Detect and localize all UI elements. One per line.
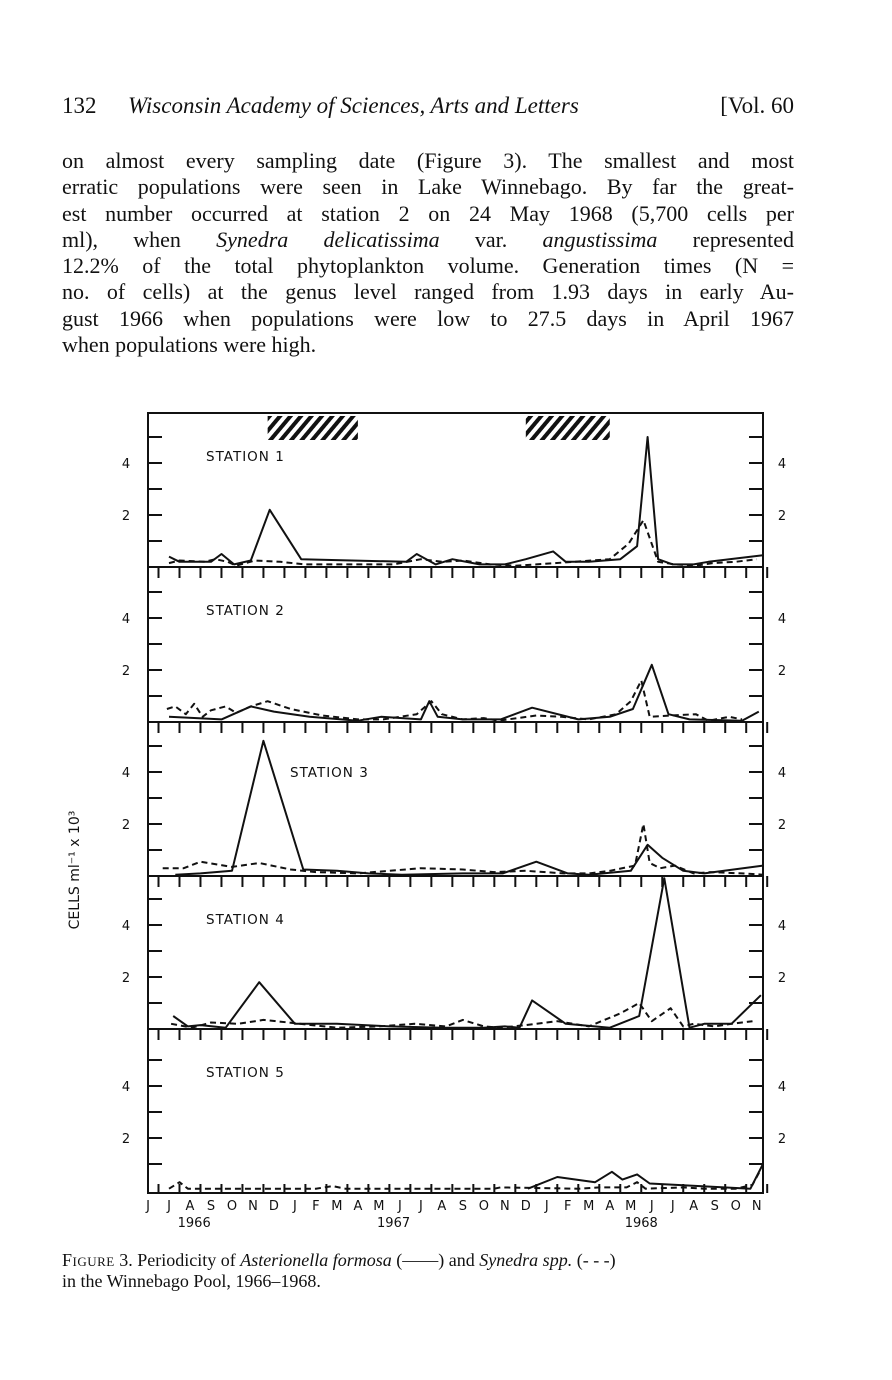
y-tick-label-left: 2: [121, 509, 131, 524]
station-panel: [122, 878, 786, 1027]
caption-text: (- - -): [572, 1250, 616, 1270]
station-label: STATION 4: [206, 912, 285, 928]
y-tick-label-left: 2: [121, 971, 131, 986]
y-tick-label-right: 4: [777, 457, 787, 472]
y-tick-label-right: 4: [777, 766, 787, 781]
month-label: A: [437, 1199, 447, 1214]
month-label: J: [649, 1199, 654, 1214]
y-tick-label-right: 4: [777, 1080, 787, 1095]
text-line: [62, 227, 794, 253]
month-label: O: [730, 1199, 741, 1214]
caption-text: (——) and: [391, 1250, 480, 1270]
month-label: J: [146, 1199, 150, 1214]
text-line: on almost every sampling date (Figure 3). The smallest and most: [62, 148, 794, 173]
ice-cover-bar: [268, 416, 358, 440]
text-run: represented: [657, 226, 794, 252]
caption-species: Asterionella formosa: [240, 1250, 392, 1270]
y-tick-label-right: 2: [777, 509, 787, 524]
figure-caption: [62, 1250, 792, 1292]
asterionella-line: [169, 665, 759, 721]
text-line: erratic populations were seen in Lake Winnebago. By far the great-: [62, 174, 794, 200]
month-label: J: [418, 1199, 423, 1214]
month-label: N: [499, 1199, 510, 1214]
month-label: S: [710, 1199, 719, 1214]
month-label: J: [397, 1199, 402, 1214]
caption-label: Figure: [62, 1250, 115, 1270]
species-name: Synedra delicatissima: [216, 226, 440, 252]
month-label: N: [751, 1199, 762, 1214]
y-axis-title: CELLS ml⁻¹ x 10³: [67, 810, 83, 930]
y-tick-label-left: 4: [121, 919, 131, 934]
station-label: STATION 3: [290, 765, 369, 781]
caption-species: Synedra spp.: [479, 1250, 573, 1270]
month-label: J: [167, 1199, 171, 1214]
month-label: D: [520, 1199, 531, 1214]
synedra-line: [167, 680, 742, 720]
month-label: M: [625, 1199, 637, 1214]
station-panel: [122, 1060, 786, 1189]
month-label: M: [331, 1199, 343, 1214]
asterionella-line: [528, 1164, 763, 1189]
y-tick-label-right: 2: [777, 1132, 787, 1147]
text-run: ml), when: [62, 226, 217, 252]
y-tick-label-right: 4: [777, 919, 787, 934]
variety-name: angustissima: [542, 226, 658, 252]
station-panel: [122, 592, 786, 721]
text-line: no. of cells) at the genus level ranged from 1.93 days in early Au-: [62, 279, 794, 305]
asterionella-line: [175, 741, 763, 875]
station-label: STATION 2: [206, 603, 285, 619]
month-label: N: [248, 1199, 258, 1214]
month-label: D: [268, 1199, 279, 1214]
month-label: S: [206, 1199, 216, 1214]
month-label: F: [564, 1199, 572, 1214]
station-panel: [122, 741, 786, 875]
month-label: M: [373, 1199, 385, 1214]
month-label: S: [458, 1199, 467, 1214]
station-label: STATION 5: [206, 1065, 285, 1081]
y-tick-label-right: 2: [777, 971, 787, 986]
month-label: J: [544, 1199, 549, 1214]
month-label: A: [605, 1199, 615, 1214]
text-line: est number occurred at station 2 on 24 May 1968 (5,700 cells per: [62, 200, 794, 226]
y-tick-label-right: 2: [777, 818, 787, 833]
synedra-line: [171, 1003, 752, 1028]
text-line: 12.2% of the total phytoplankton volume. Generation times (N =: [62, 253, 794, 279]
station-panel: [122, 437, 786, 566]
y-tick-label-right: 2: [777, 664, 787, 679]
y-tick-label-left: 4: [121, 1080, 131, 1095]
y-tick-label-left: 4: [121, 612, 131, 627]
synedra-line: [163, 824, 763, 875]
month-label: A: [185, 1199, 195, 1214]
text-run: var.: [439, 226, 543, 252]
journal-title: Wisconsin Academy of Sciences, Arts and Letters: [128, 93, 579, 118]
periodicity-figure: [0, 400, 892, 1240]
page-header: [62, 93, 794, 133]
y-tick-label-right: 4: [777, 612, 787, 627]
volume-label: [Vol. 60: [720, 93, 794, 118]
asterionella-line: [173, 878, 761, 1027]
year-label: 1967: [377, 1216, 411, 1231]
caption-text: in the Winnebago Pool, 1966–1968.: [62, 1271, 321, 1291]
month-label: A: [689, 1199, 699, 1214]
y-tick-label-left: 4: [121, 766, 131, 781]
y-tick-label-left: 4: [121, 457, 131, 472]
month-label: M: [583, 1199, 595, 1214]
caption-text: 3. Periodicity of: [114, 1250, 241, 1270]
month-label: O: [226, 1199, 238, 1214]
month-label: J: [293, 1199, 297, 1214]
month-label: O: [478, 1199, 489, 1214]
text-line: when populations were high.: [62, 332, 317, 358]
year-label: 1966: [177, 1216, 211, 1231]
y-tick-label-left: 2: [121, 818, 131, 833]
y-tick-label-left: 2: [121, 664, 131, 679]
body-paragraph: [62, 148, 794, 358]
month-label: J: [670, 1199, 675, 1214]
y-tick-label-left: 2: [121, 1132, 131, 1147]
month-label: F: [312, 1199, 320, 1214]
page-number: 132: [62, 93, 97, 118]
synedra-line: [169, 1169, 761, 1189]
year-label: 1968: [624, 1216, 658, 1231]
month-label: A: [353, 1199, 363, 1214]
station-label: STATION 1: [206, 449, 285, 465]
ice-cover-bar: [526, 416, 610, 440]
text-line: gust 1966 when populations were low to 27.5 days in April 1967: [62, 305, 794, 331]
